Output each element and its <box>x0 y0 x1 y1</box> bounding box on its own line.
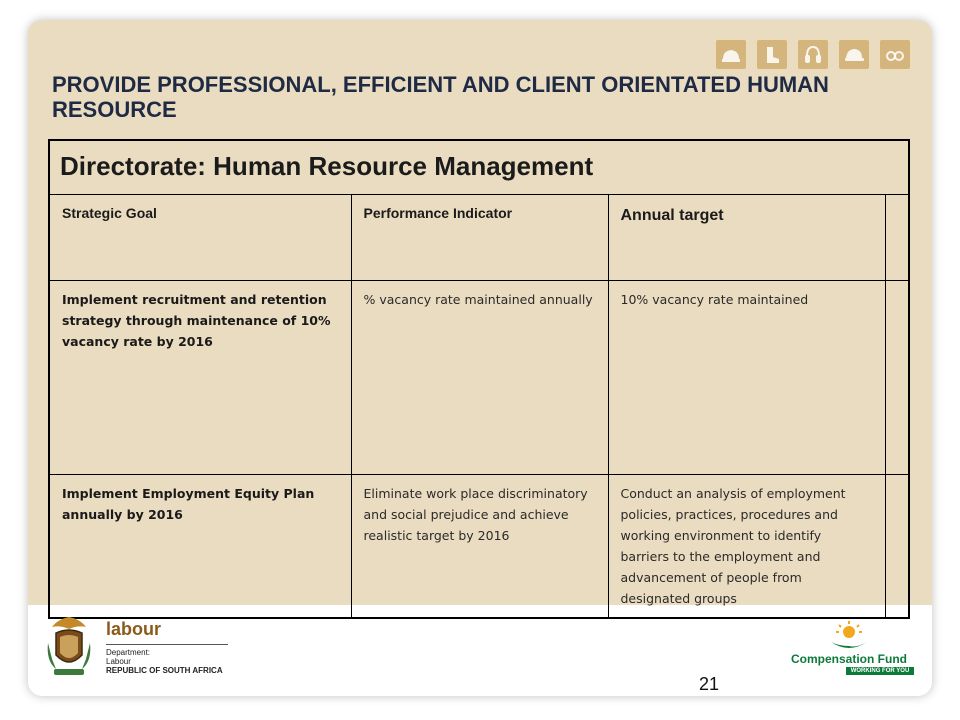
boot-icon <box>755 38 789 71</box>
dept-line: Labour <box>106 657 131 666</box>
column-header-performance-indicator: Performance Indicator <box>351 194 608 280</box>
annual-target-cell: Conduct an analysis of employment policies, practices, procedures and working environment to identify barriers to the employment and advancement of people from designated groups <box>608 474 885 618</box>
divider <box>106 644 228 645</box>
safety-glasses-icon <box>878 38 912 71</box>
performance-indicator-cell: % vacancy rate maintained annually <box>351 280 608 474</box>
empty-cell <box>885 194 909 280</box>
compensation-fund-tagline: WORKING FOR YOU <box>846 667 914 675</box>
hard-hat-icon <box>714 38 748 71</box>
coat-of-arms-icon <box>42 613 96 679</box>
safety-icon-strip <box>714 38 912 71</box>
helmet-icon <box>837 38 871 71</box>
labour-wordmark <box>106 619 228 675</box>
page-number: 21 <box>699 674 720 694</box>
department-of-labour-logo <box>42 613 228 679</box>
page-title: PROVIDE PROFESSIONAL, EFFICIENT AND CLIENT ORIENTATED HUMAN RESOURCE <box>52 72 829 122</box>
table-heading: Directorate: Human Resource Management <box>49 140 909 194</box>
compensation-fund-name: Compensation Fund <box>791 652 907 666</box>
strategic-goal-cell: Implement recruitment and retention strategy through maintenance of 10% vacancy rate by 2016 <box>49 280 351 474</box>
column-header-strategic-goal: Strategic Goal <box>49 194 351 280</box>
table-row <box>49 474 909 618</box>
ear-protection-icon <box>796 38 830 71</box>
dept-line: REPUBLIC OF SOUTH AFRICA <box>106 666 223 675</box>
column-header-annual-target: Annual target <box>608 194 885 280</box>
strategic-goal-cell: Implement Employment Equity Plan annually by 2016 <box>49 474 351 618</box>
sun-hand-icon <box>827 620 871 652</box>
compensation-fund-logo <box>784 620 914 675</box>
performance-indicator-cell: Eliminate work place discriminatory and social prejudice and achieve realistic target by 2016 <box>351 474 608 618</box>
table-row <box>49 280 909 474</box>
hr-table <box>48 139 910 619</box>
labour-word: labour <box>106 619 162 639</box>
annual-target-cell: 10% vacancy rate maintained <box>608 280 885 474</box>
empty-cell <box>885 474 909 618</box>
empty-cell <box>885 280 909 474</box>
slide <box>28 20 932 696</box>
dept-line: Department: <box>106 648 151 657</box>
